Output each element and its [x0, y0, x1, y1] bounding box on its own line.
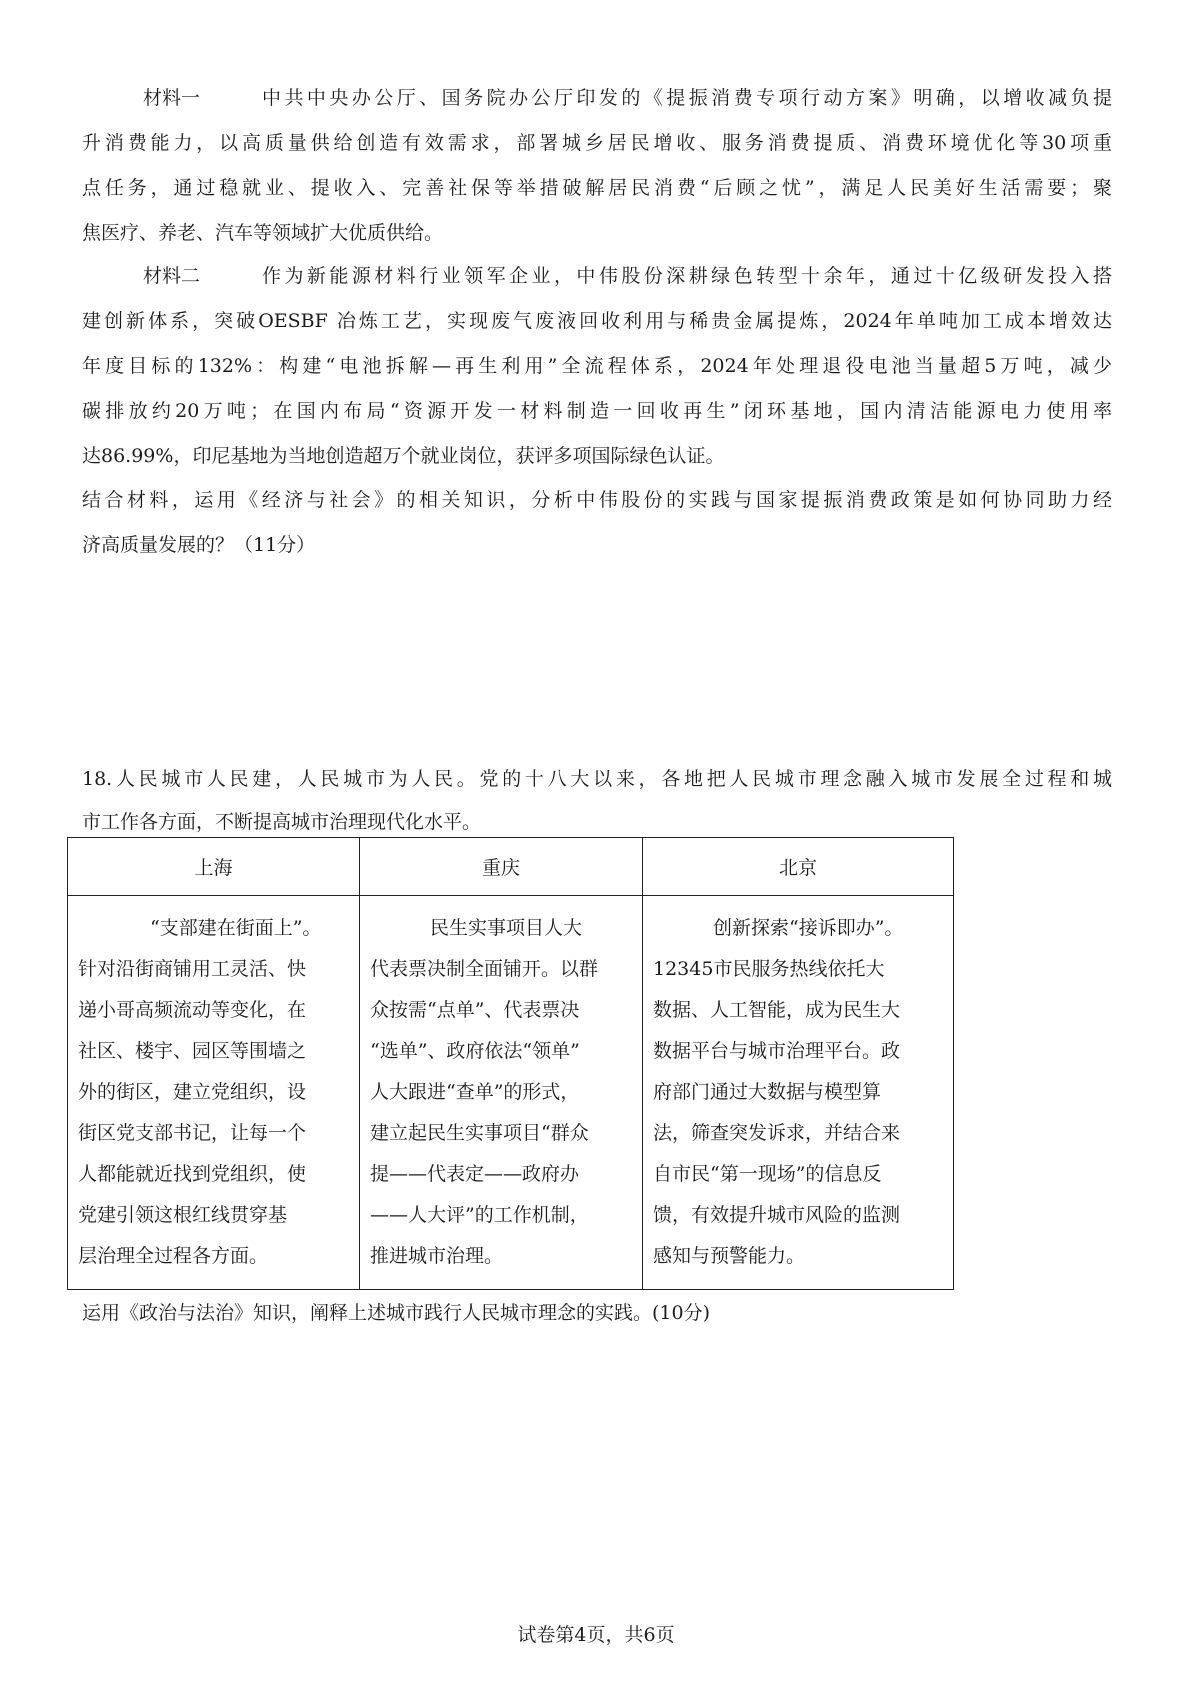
material-one-line: 中共中央办公厅、国务院办公厅印发的《提振消费专项行动方案》明确，以增收减负提	[262, 87, 1112, 109]
material-one-label: 材料一	[143, 87, 201, 109]
material-two-line: 年度目标的132%：构建“电池拆解—再生利用”全流程体系，2024年处理退役电池当量超5万吨，减少	[82, 355, 1112, 377]
question-17-line: 济高质量发展的？（11分）	[82, 534, 316, 556]
table-cell-chongqing	[360, 896, 643, 1290]
cell-line: 提——代表定——政府办	[370, 1163, 580, 1185]
material-one-line: 升消费能力，以高质量供给创造有效需求，部署城乡居民增收、服务消费提质、消费环境优化等30项重	[82, 132, 1112, 154]
cities-table	[67, 837, 954, 1290]
material-two-line: 建创新体系，突破OESBF 冶炼工艺，实现废气废液回收利用与稀贵金属提炼，2024年单吨加工成本增效达	[82, 310, 1112, 332]
cell-line: 针对沿街商铺用工灵活、快	[78, 958, 307, 980]
cell-line: 推进城市治理。	[370, 1245, 504, 1267]
cell-line: 数据平台与城市治理平台。政	[653, 1040, 901, 1062]
material-one-line: 点任务，通过稳就业、提收入、完善社保等举措破解居民消费“后顾之忧”，满足人民美好生活需要；聚	[82, 177, 1112, 199]
question-18-intro-line: 18.人民城市人民建，人民城市为人民。党的十八大以来，各地把人民城市理念融入城市发展全过程和城	[82, 768, 1112, 790]
cell-line: 创新探索“接诉即办”。	[713, 917, 904, 939]
cell-line: 层治理全过程各方面。	[78, 1245, 269, 1267]
question-17-line: 结合材料，运用《经济与社会》的相关知识，分析中伟股份的实践与国家提振消费政策是如何协同助力经	[82, 489, 1112, 511]
cell-line: 党建引领这根红线贯穿基	[78, 1204, 288, 1226]
cell-line: 外的街区，建立党组织，设	[78, 1081, 307, 1103]
cell-line: 民生实事项目人大	[430, 917, 583, 939]
cell-line: 12345市民服务热线依托大	[653, 958, 885, 980]
material-two-line: 碳排放约20万吨；在国内布局“资源开发一材料制造一回收再生”闭环基地，国内清洁能源电力使用率	[82, 400, 1112, 422]
cell-line: 众按需“点单”、代表票决	[370, 999, 580, 1021]
cell-line: 数据、人工智能，成为民生大	[653, 999, 901, 1021]
cell-line: 建立起民生实事项目“群众	[370, 1122, 589, 1144]
cell-line: 人大跟进“查单”的形式，	[370, 1081, 580, 1103]
material-two-line: 作为新能源材料行业领军企业，中伟股份深耕绿色转型十余年，通过十亿级研发投入搭	[262, 265, 1112, 287]
cell-line: 街区党支部书记，让每一个	[78, 1122, 307, 1144]
table-cell-shanghai	[68, 896, 360, 1290]
material-one-line: 焦医疗、养老、汽车等领域扩大优质供给。	[82, 222, 444, 244]
material-two-label: 材料二	[143, 265, 201, 287]
cell-line: 自市民“第一现场”的信息反	[653, 1163, 882, 1185]
cell-line: 府部门通过大数据与模型算	[653, 1081, 882, 1103]
cell-line: “选单”、政府依法“领单”	[370, 1040, 580, 1062]
cell-line: 感知与预警能力。	[653, 1245, 806, 1267]
cell-line: 代表票决制全面铺开。以群	[370, 958, 599, 980]
page-footer: 试卷第4页，共6页	[517, 1624, 675, 1646]
material-two-line: 达86.99%，印尼基地为当地创造超万个就业岗位，获评多项国际绿色认证。	[82, 445, 725, 467]
table-header-beijing: 北京	[643, 838, 954, 896]
cell-line: 社区、楼宇、园区等围墙之	[78, 1040, 307, 1062]
table-header-chongqing: 重庆	[360, 838, 643, 896]
cell-line: 馈，有效提升城市风险的监测	[653, 1204, 901, 1226]
cell-line: ——人大评”的工作机制，	[370, 1204, 589, 1226]
cell-line: 递小哥高频流动等变化，在	[78, 999, 307, 1021]
cell-line: “支部建在街面上”。	[150, 917, 322, 939]
cell-line: 人都能就近找到党组织，使	[78, 1163, 307, 1185]
table-cell-beijing	[643, 896, 954, 1290]
cell-line: 法，筛查突发诉求，并结合来	[653, 1122, 901, 1144]
question-18-intro-line: 市工作各方面，不断提高城市治理现代化水平。	[82, 811, 482, 833]
table-header-shanghai: 上海	[68, 838, 360, 896]
question-18-prompt: 运用《政治与法治》知识，阐释上述城市践行人民城市理念的实践。(10分)	[82, 1302, 711, 1324]
